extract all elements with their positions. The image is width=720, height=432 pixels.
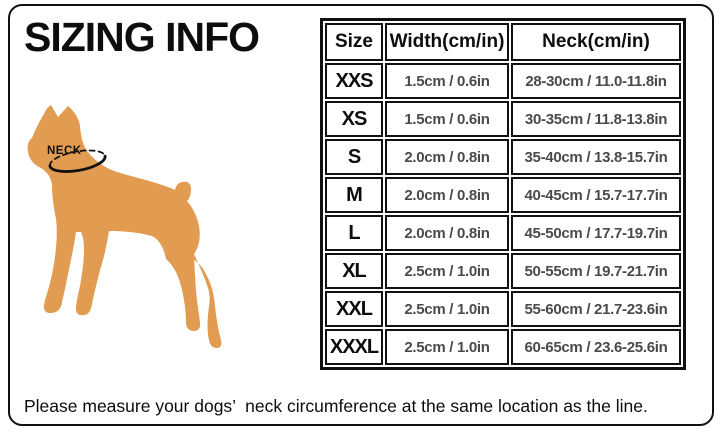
size-label: S <box>325 139 383 175</box>
neck-label: NECK <box>47 145 82 157</box>
size-label: M <box>325 177 383 213</box>
table-row <box>325 291 681 327</box>
table-header-row <box>325 23 681 61</box>
sizing-table <box>320 18 686 370</box>
width-value: 2.0cm / 0.8in <box>385 139 509 175</box>
neck-value: 35-40cm / 13.8-15.7in <box>511 139 681 175</box>
width-value: 1.5cm / 0.6in <box>385 63 509 99</box>
dog-body-shape <box>28 105 222 348</box>
measure-instruction: Please measure your dogs’ neck circumference at the same location as the line. <box>24 396 648 416</box>
dog-illustration <box>25 98 225 358</box>
table-row <box>325 63 681 99</box>
size-label: XXL <box>325 291 383 327</box>
width-value: 2.0cm / 0.8in <box>385 177 509 213</box>
header-neck: Neck(cm/in) <box>511 23 681 61</box>
neck-value: 60-65cm / 23.6-25.6in <box>511 329 681 365</box>
table-row <box>325 139 681 175</box>
neck-value: 30-35cm / 11.8-13.8in <box>511 101 681 137</box>
size-label: XS <box>325 101 383 137</box>
table-row <box>325 329 681 365</box>
table-row <box>325 215 681 251</box>
neck-value: 45-50cm / 17.7-19.7in <box>511 215 681 251</box>
width-value: 2.5cm / 1.0in <box>385 291 509 327</box>
dog-silhouette-icon <box>25 98 225 358</box>
table-row <box>325 101 681 137</box>
neck-value: 50-55cm / 19.7-21.7in <box>511 253 681 289</box>
size-label: XXXL <box>325 329 383 365</box>
width-value: 2.0cm / 0.8in <box>385 215 509 251</box>
size-label: XL <box>325 253 383 289</box>
neck-value: 55-60cm / 21.7-23.6in <box>511 291 681 327</box>
header-width: Width(cm/in) <box>385 23 509 61</box>
table-row <box>325 253 681 289</box>
neck-value: 40-45cm / 15.7-17.7in <box>511 177 681 213</box>
size-label: XXS <box>325 63 383 99</box>
page-title: SIZING INFO <box>24 14 259 60</box>
size-label: L <box>325 215 383 251</box>
width-value: 2.5cm / 1.0in <box>385 329 509 365</box>
header-size: Size <box>325 23 383 61</box>
width-value: 2.5cm / 1.0in <box>385 253 509 289</box>
neck-value: 28-30cm / 11.0-11.8in <box>511 63 681 99</box>
table-row <box>325 177 681 213</box>
width-value: 1.5cm / 0.6in <box>385 101 509 137</box>
